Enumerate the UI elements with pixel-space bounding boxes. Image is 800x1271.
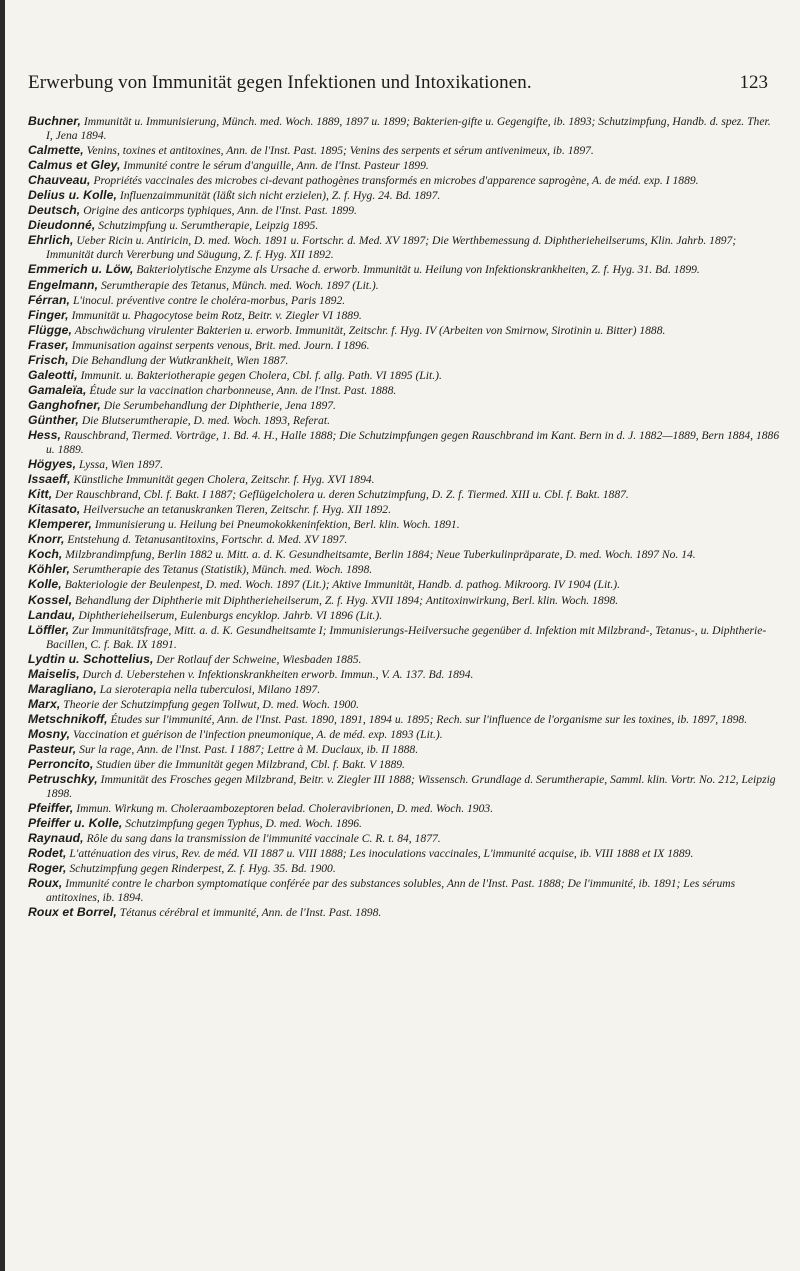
reference-entry — [28, 457, 780, 472]
reference-entry — [28, 487, 780, 502]
reference-author: Ganghofner, — [28, 397, 101, 412]
running-header — [28, 72, 780, 102]
reference-entry — [28, 652, 780, 667]
reference-text: Immunisation against serpents venous, Brit. med. Journ. I 1896. — [71, 338, 370, 352]
reference-text: Serumtherapie des Tetanus, Münch. med. Woch. 1897 (Lit.). — [100, 278, 379, 292]
reference-author: Günther, — [28, 412, 79, 427]
reference-text: Immun. Wirkung m. Choleraambozeptoren belad. Choleravibrionen, D. med. Woch. 1903. — [76, 802, 494, 816]
reference-entry — [28, 428, 780, 457]
reference-text: L'atténuation des virus, Rev. de méd. VII 1887 u. VIII 1888; Les inoculations vaccinales, L'immunité acquise, ib. VIII 1888 et IX 1889. — [69, 847, 694, 861]
reference-entry — [28, 308, 780, 323]
reference-entry — [28, 203, 780, 218]
reference-author: Pfeiffer u. Kolle, — [28, 816, 123, 831]
reference-author: Roger, — [28, 861, 67, 876]
reference-author: Engelmann, — [28, 277, 99, 292]
reference-entry — [28, 233, 780, 262]
reference-entry — [28, 413, 780, 428]
reference-text: Origine des anticorps typhiques, Ann. de l'Inst. Past. 1899. — [83, 204, 357, 218]
reference-text: Tétanus cérébral et immunité, Ann. de l'Inst. Past. 1898. — [119, 906, 382, 920]
reference-entry — [28, 562, 780, 577]
reference-author: Gamaleïa, — [28, 382, 87, 397]
reference-entry — [28, 623, 780, 652]
reference-author: Emmerich u. Löw, — [28, 262, 134, 277]
reference-author: Mosny, — [28, 726, 71, 741]
reference-text: Theorie der Schutzimpfung gegen Tollwut, D. med. Woch. 1900. — [63, 697, 359, 711]
reference-entry — [28, 323, 780, 338]
reference-text: Vaccination et guérison de l'infection pneumonique, A. de méd. exp. 1893 (Lit.). — [73, 727, 443, 741]
reference-entry — [28, 861, 780, 876]
reference-author: Klemperer, — [28, 517, 93, 532]
reference-entry — [28, 816, 780, 831]
reference-text: Schutzimpfung gegen Typhus, D. med. Woch. 1896. — [125, 817, 362, 831]
reference-author: Hess, — [28, 427, 62, 442]
reference-author: Férran, — [28, 292, 71, 307]
reference-text: Die Serumbehandlung der Diphtherie, Jena 1897. — [103, 398, 336, 412]
reference-entry — [28, 262, 780, 277]
reference-entry — [28, 876, 780, 905]
reference-text: Schutzimpfung gegen Rinderpest, Z. f. Hyg. 35. Bd. 1900. — [69, 862, 336, 876]
reference-text: Immunität des Frosches gegen Milzbrand, Beitr. v. Ziegler III 1888; Wissensch. Grundlage d. Serumtherapie, Samml. klin. Vortr. No. 212, Leipzig 1898. — [46, 773, 776, 801]
reference-entry — [28, 472, 780, 487]
reference-text: Bakteriolytische Enzyme als Ursache d. erworb. Immunität u. Heilung von Infektionskrankheiten, Z. f. Hyg. 31. Bd. 1899. — [136, 263, 700, 277]
reference-entry — [28, 697, 780, 712]
reference-author: Chauveau, — [28, 173, 91, 188]
reference-author: Buchner, — [28, 114, 81, 128]
reference-text: Rôle du sang dans la transmission de l'immunité vaccinale C. R. t. 84, 1877. — [86, 832, 441, 846]
reference-text: Schutzimpfung u. Serumtherapie, Leipzig 1895. — [98, 219, 319, 233]
reference-author: Dieudonné, — [28, 218, 96, 233]
reference-author: Högyes, — [28, 457, 77, 472]
reference-entry — [28, 398, 780, 413]
reference-entry — [28, 143, 780, 158]
reference-entry — [28, 338, 780, 353]
reference-text: Entstehung d. Tetanusantitoxins, Fortschr. d. Med. XV 1897. — [67, 533, 348, 547]
reference-entry — [28, 547, 780, 562]
reference-author: Rodet, — [28, 846, 67, 861]
reference-text: Durch d. Ueberstehen v. Infektionskrankheiten erworb. Immun., V. A. 137. Bd. 1894. — [82, 667, 474, 681]
reference-author: Perroncito, — [28, 757, 94, 772]
reference-author: Pasteur, — [28, 741, 77, 756]
reference-text: Diphtherieheilserum, Eulenburgs encyklop. Jahrb. VI 1896 (Lit.). — [78, 608, 383, 622]
reference-author: Frisch, — [28, 352, 69, 367]
reference-entry — [28, 353, 780, 368]
reference-author: Ehrlich, — [28, 233, 74, 248]
reference-text: Immunité contre le charbon symptomatique conférée par des substances solubles, Ann de l'Inst. Past. 1888; De l'immunité, ib. 1891; Les sérums antitoxines, ib. 1894. — [46, 877, 736, 905]
reference-author: Marx, — [28, 696, 61, 711]
reference-text: Bakteriologie der Beulenpest, D. med. Woch. 1897 (Lit.); Aktive Immunität, Handb. d. pathog. Mikroorg. IV 1904 (Lit.). — [64, 578, 621, 592]
reference-text: Serumtherapie des Tetanus (Statistik), Münch. med. Woch. 1898. — [72, 563, 373, 577]
reference-text: Studien über die Immunität gegen Milzbrand, Cbl. f. Bakt. V 1889. — [96, 758, 405, 772]
reference-entry — [28, 114, 780, 143]
reference-author: Knorr, — [28, 532, 65, 547]
reference-entry — [28, 801, 780, 816]
reference-entry — [28, 517, 780, 532]
reference-entry — [28, 502, 780, 517]
reference-text: Die Blutserumtherapie, D. med. Woch. 1893, Referat. — [81, 413, 330, 427]
reference-text: Die Behandlung der Wutkrankheit, Wien 1887. — [71, 353, 289, 367]
reference-author: Kossel, — [28, 592, 73, 607]
reference-text: Immunité contre le sérum d'anguille, Ann. de l'Inst. Pasteur 1899. — [123, 159, 429, 173]
reference-text: Zur Immunitätsfrage, Mitt. a. d. K. Gesundheitsamte I; Immunisierungs-Heilversuche gegenüber d. Infektion mit Milzbrand-, Tetanus-, u. Diphtherie-Bacillen, C. f. Bak. IX 1891. — [46, 623, 767, 651]
reference-list — [28, 114, 780, 921]
reference-author: Roux, — [28, 876, 63, 891]
reference-entry — [28, 667, 780, 682]
reference-text: Immunisierung u. Heilung bei Pneumokokkeninfektion, Berl. klin. Woch. 1891. — [94, 518, 460, 532]
reference-text: Immunität u. Phagocytose beim Rotz, Beitr. v. Ziegler VI 1889. — [71, 308, 362, 322]
reference-entry — [28, 831, 780, 846]
reference-entry — [28, 727, 780, 742]
reference-author: Issaeff, — [28, 472, 71, 487]
reference-author: Maiselis, — [28, 666, 80, 681]
reference-text: Der Rauschbrand, Cbl. f. Bakt. I 1887; Geflügelcholera u. deren Schutzimpfung, D. Z. f. Tiermed. XIII u. Cbl. f. Bakt. 1887. — [55, 488, 629, 502]
reference-entry — [28, 293, 780, 308]
reference-entry — [28, 383, 780, 398]
reference-entry — [28, 608, 780, 623]
reference-author: Calmus et Gley, — [28, 158, 121, 173]
reference-entry — [28, 905, 780, 920]
reference-text: Sur la rage, Ann. de l'Inst. Past. I 1887; Lettre à M. Duclaux, ib. II 1888. — [79, 742, 419, 756]
reference-entry — [28, 158, 780, 173]
reference-text: Influenzaimmunität (läßt sich nicht erzielen), Z. f. Hyg. 24. Bd. 1897. — [119, 189, 441, 203]
reference-entry — [28, 846, 780, 861]
reference-text: Ueber Ricin u. Antiricin, D. med. Woch. 1891 u. Fortschr. d. Med. XV 1897; Die Werthbemessung d. Diphtherieheilserums, Klin. Jahrb. 1897; Immunität durch Vererbung und Säugung, Z. f. Hyg. XII 1892. — [46, 234, 737, 262]
reference-text: Immunit. u. Bakteriotherapie gegen Cholera, Cbl. f. allg. Path. VI 1895 (Lit.). — [80, 368, 442, 382]
reference-entry — [28, 757, 780, 772]
reference-author: Calmette, — [28, 143, 84, 158]
reference-author: Pfeiffer, — [28, 801, 74, 816]
reference-text: Propriétés vaccinales des microbes ci-devant pathogènes transformés en microbes d'apparence saprogène, A. de méd. exp. I 1889. — [93, 174, 699, 188]
reference-author: Delius u. Kolle, — [28, 188, 117, 203]
reference-text: Milzbrandimpfung, Berlin 1882 u. Mitt. a. d. K. Gesundheitsamte, Berlin 1884; Neue Tuberkulinpräparate, D. med. Woch. 1897 No. 14. — [65, 548, 696, 562]
reference-text: Abschwächung virulenter Bakterien u. erworb. Immunität, Zeitschr. f. Hyg. IV (Arbeiten von Smirnow, Sirotinin u. Bitter) 1888. — [74, 323, 666, 337]
reference-author: Petruschky, — [28, 772, 98, 787]
reference-author: Kolle, — [28, 577, 62, 592]
reference-author: Lydtin u. Schottelius, — [28, 651, 154, 666]
reference-entry — [28, 742, 780, 757]
reference-text: L'inocul. préventive contre le choléra-morbus, Paris 1892. — [72, 293, 346, 307]
reference-author: Finger, — [28, 307, 69, 322]
reference-entry — [28, 278, 780, 293]
reference-entry — [28, 712, 780, 727]
reference-entry — [28, 368, 780, 383]
reference-text: Rauschbrand, Tiermed. Vorträge, 1. Bd. 4. H., Halle 1888; Die Schutzimpfungen gegen Rauschbrand im Kant. Bern in d. J. 1882—1889, Bern 1884, 1886 u. 1889. — [46, 428, 780, 457]
reference-author: Köhler, — [28, 562, 71, 577]
reference-text: La sieroterapia nella tuberculosi, Milano 1897. — [99, 682, 321, 696]
reference-entry — [28, 772, 780, 801]
reference-author: Kitt, — [28, 487, 53, 502]
reference-entry — [28, 593, 780, 608]
reference-author: Landau, — [28, 607, 76, 622]
reference-author: Maragliano, — [28, 681, 97, 696]
reference-text: Der Rotlauf der Schweine, Wiesbaden 1885. — [156, 652, 362, 666]
reference-author: Koch, — [28, 547, 63, 562]
reference-text: Étude sur la vaccination charbonneuse, Ann. de l'Inst. Past. 1888. — [89, 383, 397, 397]
reference-author: Roux et Borrel, — [28, 905, 117, 920]
reference-entry — [28, 188, 780, 203]
reference-entry — [28, 532, 780, 547]
reference-author: Deutsch, — [28, 203, 81, 218]
page-number: 123 — [739, 72, 768, 93]
reference-text: Venins, toxines et antitoxines, Ann. de l'Inst. Past. 1895; Venins des serpents et sérum antivenimeux, ib. 1897. — [86, 144, 594, 158]
reference-author: Kitasato, — [28, 502, 81, 517]
reference-text: Künstliche Immunität gegen Cholera, Zeitschr. f. Hyg. XVI 1894. — [73, 473, 375, 487]
reference-text: Immunität u. Immunisierung, Münch. med. Woch. 1889, 1897 u. 1899; Bakterien-gifte u. Gegengifte, ib. 1893; Schutzimpfung, Handb. d. spez. Ther. I, Jena 1894. — [46, 115, 771, 143]
reference-entry — [28, 682, 780, 697]
reference-author: Raynaud, — [28, 831, 84, 846]
reference-author: Galeotti, — [28, 367, 78, 382]
reference-entry — [28, 218, 780, 233]
reference-entry — [28, 577, 780, 592]
reference-author: Fraser, — [28, 337, 69, 352]
reference-text: Lyssa, Wien 1897. — [79, 458, 164, 472]
reference-text: Behandlung der Diphtherie mit Diphtherieheilserum, Z. f. Hyg. XVII 1894; Antitoxinwirkung, Berl. klin. Woch. 1898. — [74, 593, 619, 607]
reference-entry — [28, 173, 780, 188]
running-title: Erwerbung von Immunität gegen Infektionen und Intoxikationen. — [28, 72, 532, 93]
reference-author: Löffler, — [28, 622, 70, 637]
reference-text: Études sur l'immunité, Ann. de l'Inst. Past. 1890, 1891, 1894 u. 1895; Rech. sur l'influence de l'organisme sur les toxines, ib. 1897, 1898. — [110, 712, 748, 726]
page-edge — [0, 0, 5, 1271]
reference-author: Flügge, — [28, 322, 73, 337]
reference-author: Metschnikoff, — [28, 711, 108, 726]
reference-text: Heilversuche an tetanuskranken Tieren, Zeitschr. f. Hyg. XII 1892. — [83, 503, 391, 517]
